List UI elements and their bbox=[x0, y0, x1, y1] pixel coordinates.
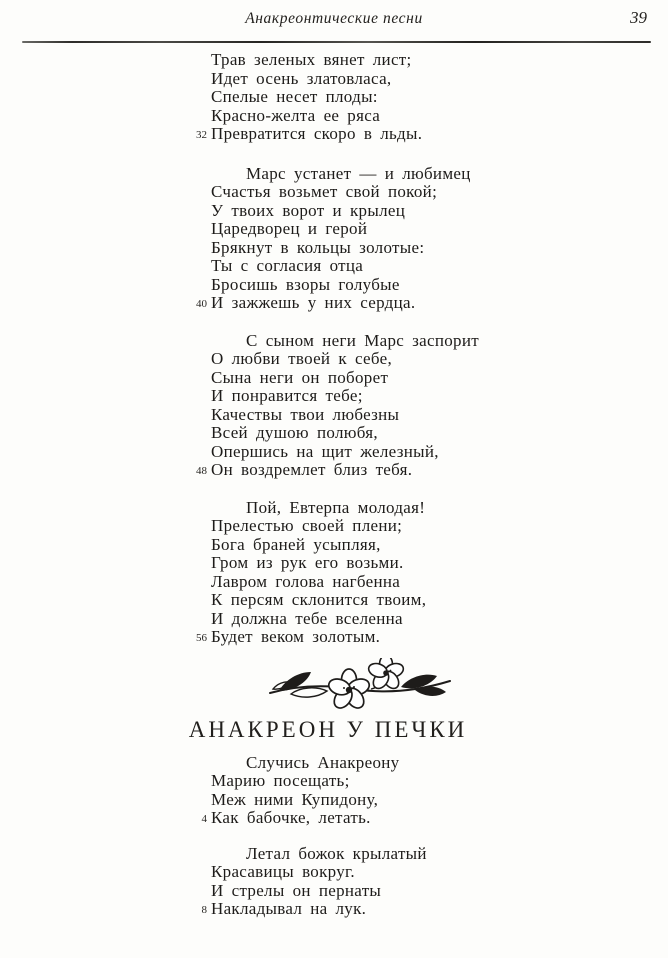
stanza bbox=[201, 843, 668, 919]
line-text: Пой, Евтерпа молодая! bbox=[246, 497, 426, 517]
line-text: Меж ними Купидону, bbox=[211, 789, 379, 809]
line-number: 4 bbox=[201, 813, 207, 825]
running-title: Анакреонтические песни bbox=[245, 10, 423, 27]
line-text: Бога браней усыпляя, bbox=[211, 534, 381, 554]
line-text: Красно-желта ее ряса bbox=[211, 105, 381, 125]
verse-line bbox=[211, 554, 668, 573]
verse-line bbox=[211, 183, 668, 202]
line-text: Лавром голова нагбенна bbox=[211, 571, 401, 591]
line-text: Брякнут в кольцы золотые: bbox=[211, 237, 425, 257]
verse-line bbox=[211, 239, 668, 258]
line-text: Ты с согласия отца bbox=[211, 256, 364, 275]
verse-line bbox=[211, 107, 668, 126]
poem-body bbox=[0, 51, 668, 919]
stanza bbox=[196, 50, 668, 144]
verse-line bbox=[211, 754, 668, 773]
line-text: И стрелы он пернаты bbox=[211, 880, 382, 900]
verse-line bbox=[211, 591, 668, 610]
stanza bbox=[196, 330, 668, 480]
line-number: 48 bbox=[196, 465, 207, 477]
line-text: Летал божок крылатый bbox=[246, 843, 427, 863]
verse-line bbox=[211, 517, 668, 536]
line-text: Идет осень златовласа, bbox=[211, 68, 392, 88]
line-text: Будет веком золотым. bbox=[211, 627, 381, 646]
line-text: Красавицы вокруг. bbox=[211, 862, 355, 881]
line-number: 32 bbox=[196, 129, 207, 141]
stanza bbox=[196, 163, 668, 313]
verse-line bbox=[211, 51, 668, 70]
verse-line bbox=[196, 293, 668, 313]
verse-line bbox=[211, 387, 668, 406]
line-text: И понравится тебе; bbox=[211, 386, 363, 405]
floral-vignette-icon bbox=[265, 658, 455, 710]
verse-line bbox=[201, 808, 668, 828]
line-number: 8 bbox=[201, 904, 207, 916]
verse-line bbox=[211, 276, 668, 295]
verse-line bbox=[211, 406, 668, 425]
verse-line bbox=[211, 257, 668, 276]
line-text: Накладывал на лук. bbox=[211, 899, 367, 918]
line-text: И зажжешь у них сердца. bbox=[211, 293, 416, 312]
line-text: Опершись на щит железный, bbox=[211, 441, 439, 461]
verse-line bbox=[196, 627, 668, 647]
verse-line bbox=[211, 882, 668, 901]
line-text: С сыном неги Марс заспорит bbox=[246, 330, 479, 350]
line-text: Спелые несет плоды: bbox=[211, 87, 378, 106]
line-text: Всей душою полюбя, bbox=[211, 423, 378, 442]
line-text: Гром из рук его возьми. bbox=[211, 553, 404, 572]
line-text: И должна тебе вселенна bbox=[211, 608, 403, 628]
verse-line bbox=[211, 332, 668, 351]
verse-line bbox=[211, 536, 668, 555]
verse-line bbox=[211, 220, 668, 239]
verse-line bbox=[211, 369, 668, 388]
verse-line bbox=[196, 460, 668, 480]
line-text: Бросишь взоры голубые bbox=[211, 274, 400, 294]
verse-line bbox=[211, 443, 668, 462]
verse-line bbox=[201, 899, 668, 919]
line-text: Качествы твои любезны bbox=[211, 404, 400, 424]
verse-line bbox=[211, 863, 668, 882]
line-text: Он воздремлет близ тебя. bbox=[211, 460, 413, 479]
verse-line bbox=[211, 610, 668, 629]
verse-line bbox=[211, 845, 668, 864]
line-text: Марию посещать; bbox=[211, 771, 350, 790]
line-text: Царедворец и герой bbox=[211, 219, 368, 238]
stanza bbox=[201, 752, 668, 828]
page-number: 39 bbox=[630, 8, 647, 27]
line-text: Как бабочке, летать. bbox=[211, 808, 371, 827]
line-number: 56 bbox=[196, 632, 207, 644]
verse-line bbox=[211, 70, 668, 89]
line-text: Сына неги он поборет bbox=[211, 367, 389, 387]
verse-line bbox=[211, 573, 668, 592]
line-text: Прелестью своей плени; bbox=[211, 516, 403, 535]
line-text: У твоих ворот и крылец bbox=[211, 200, 406, 220]
floral-ornament bbox=[265, 658, 455, 710]
stanza bbox=[196, 497, 668, 647]
verse-line bbox=[211, 350, 668, 369]
verse-line bbox=[211, 772, 668, 791]
line-text: К персям склонится твоим, bbox=[211, 590, 427, 609]
line-text: Счастья возьмет свой покой; bbox=[211, 182, 438, 201]
verse-line bbox=[211, 165, 668, 184]
verse-line bbox=[196, 124, 668, 144]
line-text: Марс устанет — и любимец bbox=[246, 163, 471, 183]
verse-line bbox=[211, 791, 668, 810]
verse-line bbox=[211, 202, 668, 221]
verse-line bbox=[211, 424, 668, 443]
line-number: 40 bbox=[196, 298, 207, 310]
poem-title: АНАКРЕОН У ПЕЧКИ bbox=[188, 716, 468, 742]
verse-line bbox=[211, 499, 668, 518]
running-head bbox=[0, 8, 668, 38]
verse-line bbox=[211, 88, 668, 107]
line-text: О любви твоей к себе, bbox=[211, 349, 393, 368]
line-text: Превратится скоро в льды. bbox=[211, 124, 423, 143]
line-text: Трав зеленых вянет лист; bbox=[211, 50, 412, 69]
line-text: Случись Анакреону bbox=[246, 752, 400, 772]
header-rule bbox=[22, 41, 651, 43]
